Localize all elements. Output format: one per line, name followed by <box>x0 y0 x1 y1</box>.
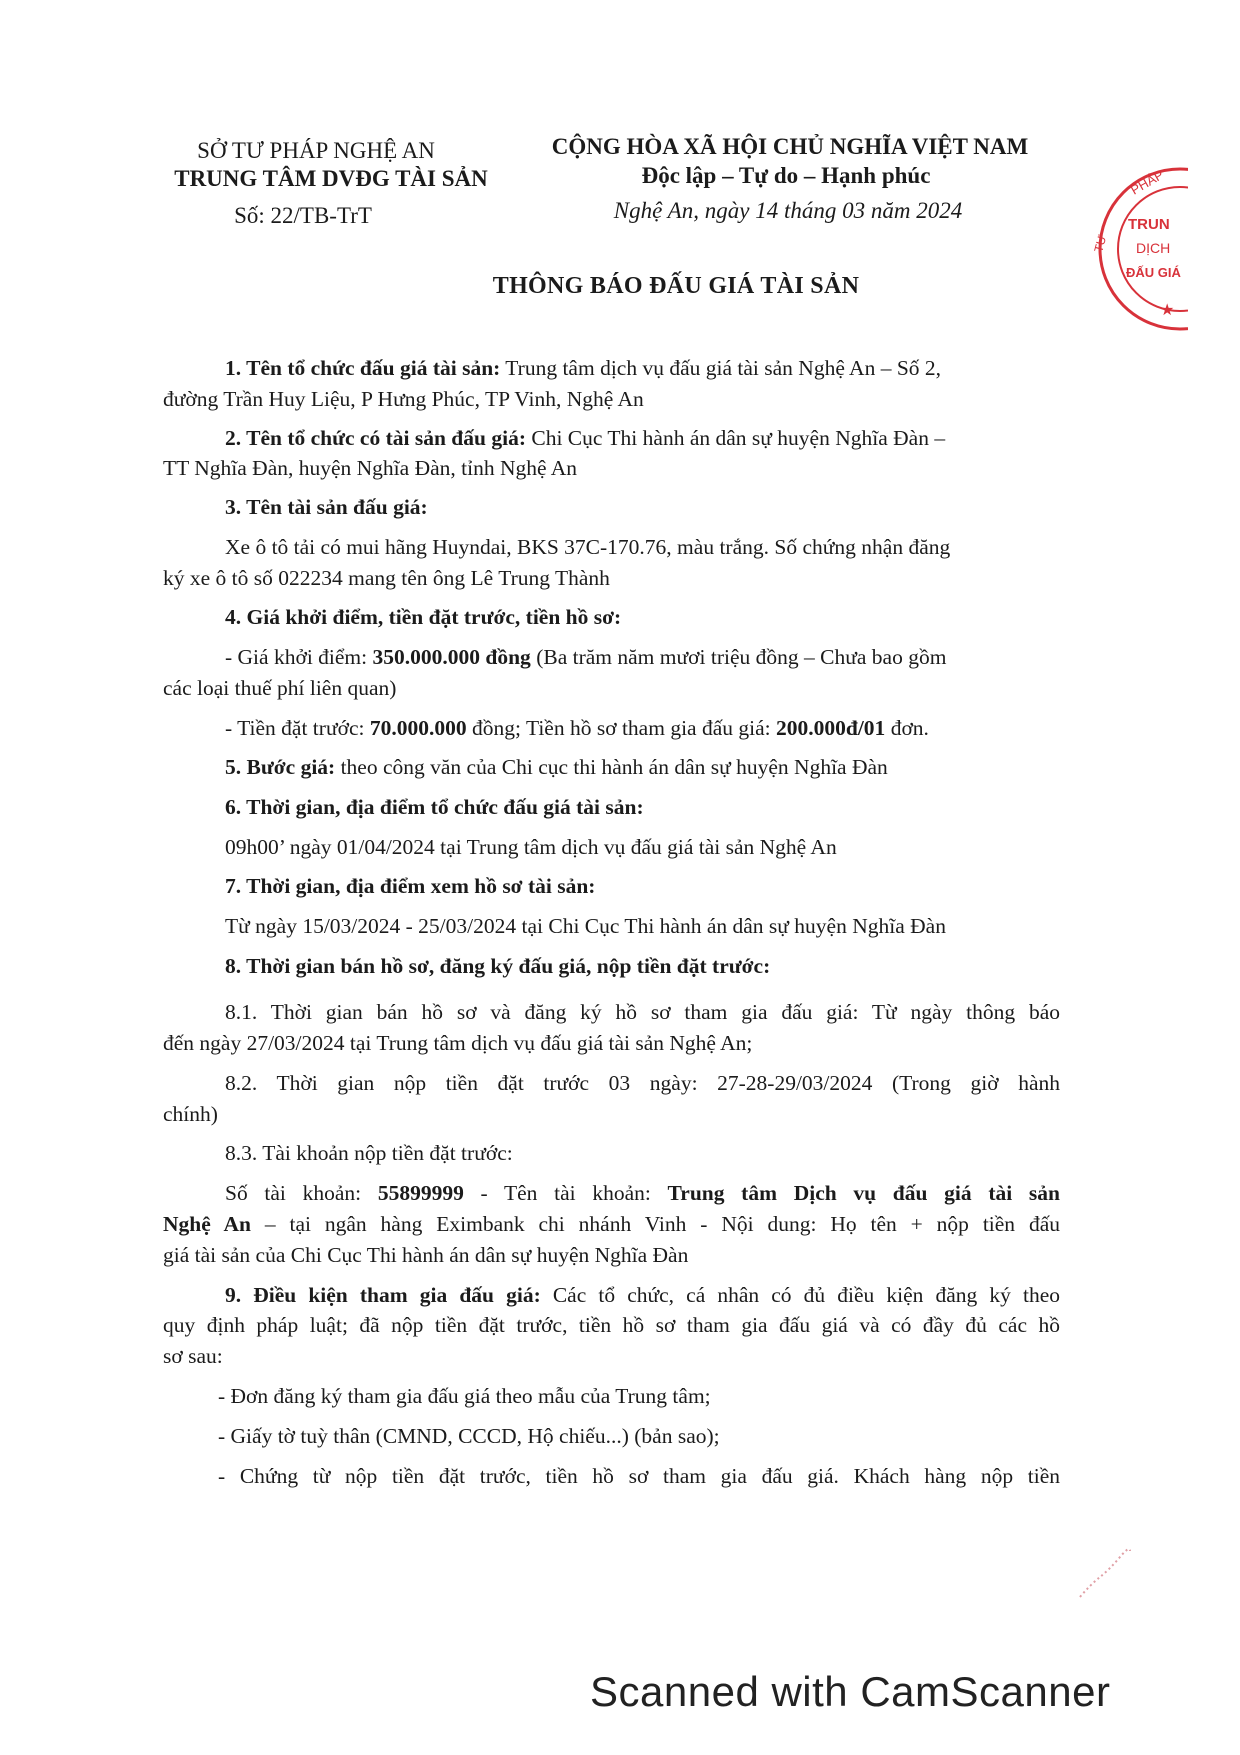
section-6-label: 6. Thời gian, địa điểm tổ chức đấu giá tài sản: <box>225 795 644 819</box>
svg-text:PHÁP: PHÁP <box>1128 166 1167 198</box>
section-5-text: theo công văn của Chi cục thi hành án dân sự huyện Nghĩa Đàn <box>335 755 888 779</box>
section-7-label: 7. Thời gian, địa điểm xem hồ sơ tài sản: <box>225 874 596 898</box>
account-line-3: giá tài sản của Chi Cục Thi hành án dân sự huyện Nghĩa Đàn <box>163 1243 689 1267</box>
svg-text:★: ★ <box>1160 300 1175 319</box>
deposit-line <box>225 716 929 741</box>
section-2-line-2: TT Nghĩa Đàn, huyện Nghĩa Đàn, tỉnh Nghệ An <box>163 456 578 480</box>
svg-text:TƯ: TƯ <box>1091 233 1110 254</box>
account-name-label: - Tên tài khoản: <box>463 1181 668 1205</box>
account-name-cont: Nghệ An <box>163 1212 251 1236</box>
requirement-item-2: - Giấy tờ tuỳ thân (CMND, CCCD, Hộ chiếu...) (bản sao); <box>218 1424 720 1448</box>
section-2-text: Chi Cục Thi hành án dân sự huyện Nghĩa Đàn – <box>525 426 946 450</box>
scanner-watermark: Scanned with CamScanner <box>590 1668 1111 1715</box>
section-9-line-1 <box>225 1283 1060 1308</box>
section-2-line-1 <box>225 426 945 451</box>
section-6-text: 09h00’ ngày 01/04/2024 tại Trung tâm dịch vụ đấu giá tài sản Nghệ An <box>225 835 837 859</box>
starting-price-label: - Giá khởi điểm: <box>225 645 373 669</box>
fee-unit: đơn. <box>885 716 929 740</box>
section-8-2-line-2: chính) <box>163 1102 218 1126</box>
starting-price-value: 350.000.000 đồng <box>372 645 531 669</box>
section-1-text: Trung tâm dịch vụ đấu giá tài sản Nghệ An – Số 2, <box>500 356 942 380</box>
section-4-label: 4. Giá khởi điểm, tiền đặt trước, tiền hồ sơ: <box>225 605 622 629</box>
svg-text:DỊCH: DỊCH <box>1136 240 1171 256</box>
section-8-label: 8. Thời gian bán hồ sơ, đăng ký đấu giá, nộp tiền đặt trước: <box>225 954 771 978</box>
section-8-2-line-1: 8.2. Thời gian nộp tiền đặt trước 03 ngày: 27-28-29/03/2024 (Trong giờ hành <box>225 1071 1060 1095</box>
official-stamp <box>1088 157 1188 342</box>
section-1-label: 1. Tên tổ chức đấu giá tài sản: <box>225 356 501 380</box>
account-name: Trung tâm Dịch vụ đấu giá tài sản <box>667 1181 1061 1205</box>
deposit-value: 70.000.000 <box>369 716 467 740</box>
section-3-line-2: ký xe ô tô số 022234 mang tên ông Lê Trung Thành <box>163 566 610 590</box>
requirement-item-1: - Đơn đăng ký tham gia đấu giá theo mẫu của Trung tâm; <box>218 1384 711 1408</box>
section-3-line-1: Xe ô tô tải có mui hãng Huyndai, BKS 37C-170.76, màu trắng. Số chứng nhận đăng <box>225 535 951 559</box>
svg-text:ĐẤU GIÁ: ĐẤU GIÁ <box>1126 265 1181 280</box>
deposit-label: - Tiền đặt trước: <box>225 716 370 740</box>
account-bank-info: – tại ngân hàng Eximbank chi nhánh Vinh - Nội dung: Họ tên + nộp tiền đấu <box>250 1212 1060 1236</box>
country-name: CỘNG HÒA XÃ HỘI CHỦ NGHĨA VIỆT NAM <box>551 134 1029 159</box>
section-1-line-1 <box>225 356 941 381</box>
account-number: 55899999 <box>377 1181 464 1205</box>
starting-price-note: (Ba trăm năm mươi triệu đồng – Chưa bao gồm <box>530 645 947 669</box>
starting-price-line <box>225 645 946 670</box>
account-line-2 <box>163 1212 1060 1237</box>
section-5-line <box>225 755 888 780</box>
account-line-1 <box>225 1181 1060 1206</box>
section-9-line-2: quy định pháp luật; đã nộp tiền đặt trước, tiền hồ sơ tham gia đấu giá và có đầy đủ các hồ <box>163 1313 1060 1337</box>
national-motto: Độc lập – Tự do – Hạnh phúc <box>641 163 931 188</box>
section-8-3-label: 8.3. Tài khoản nộp tiền đặt trước: <box>225 1141 513 1165</box>
fee-value: 200.000đ/01 <box>776 716 886 740</box>
section-8-1-line-1: 8.1. Thời gian bán hồ sơ và đăng ký hồ sơ tham gia đấu giá: Từ ngày thông báo <box>225 1000 1060 1024</box>
center-name: TRUNG TÂM DVĐG TÀI SẢN <box>174 166 488 191</box>
svg-text:TRUN: TRUN <box>1128 216 1170 233</box>
section-3-label: 3. Tên tài sản đấu giá: <box>225 495 428 519</box>
fee-label: đồng; Tiền hồ sơ tham gia đấu giá: <box>466 716 776 740</box>
account-number-label: Số tài khoản: <box>225 1181 378 1205</box>
section-7-text: Từ ngày 15/03/2024 - 25/03/2024 tại Chi Cục Thi hành án dân sự huyện Nghĩa Đàn <box>225 914 946 938</box>
section-8-1-line-2: đến ngày 27/03/2024 tại Trung tâm dịch vụ đấu giá tài sản Nghệ An; <box>163 1031 753 1055</box>
page-title: THÔNG BÁO ĐẤU GIÁ TÀI SẢN <box>492 273 860 299</box>
section-2-label: 2. Tên tổ chức có tài sản đấu giá: <box>225 426 526 450</box>
section-1-line-2: đường Trần Huy Liệu, P Hưng Phúc, TP Vinh, Nghệ An <box>163 387 644 411</box>
document-number: Số: 22/TB-TrT <box>234 203 372 228</box>
section-9-text: Các tổ chức, cá nhân có đủ điều kiện đăng ký theo <box>540 1283 1060 1307</box>
requirement-item-3: - Chứng từ nộp tiền đặt trước, tiền hồ sơ tham gia đấu giá. Khách hàng nộp tiền <box>218 1464 1060 1488</box>
starting-price-note-2: các loại thuế phí liên quan) <box>163 676 397 700</box>
section-9-label: 9. Điều kiện tham gia đấu giá: <box>225 1283 541 1307</box>
agency-name: SỞ TƯ PHÁP NGHỆ AN <box>197 138 435 163</box>
section-9-line-3: sơ sau: <box>163 1344 223 1368</box>
issue-date: Nghệ An, ngày 14 tháng 03 năm 2024 <box>613 198 963 223</box>
section-5-label: 5. Bước giá: <box>225 755 336 779</box>
signature-mark <box>1075 1545 1135 1605</box>
